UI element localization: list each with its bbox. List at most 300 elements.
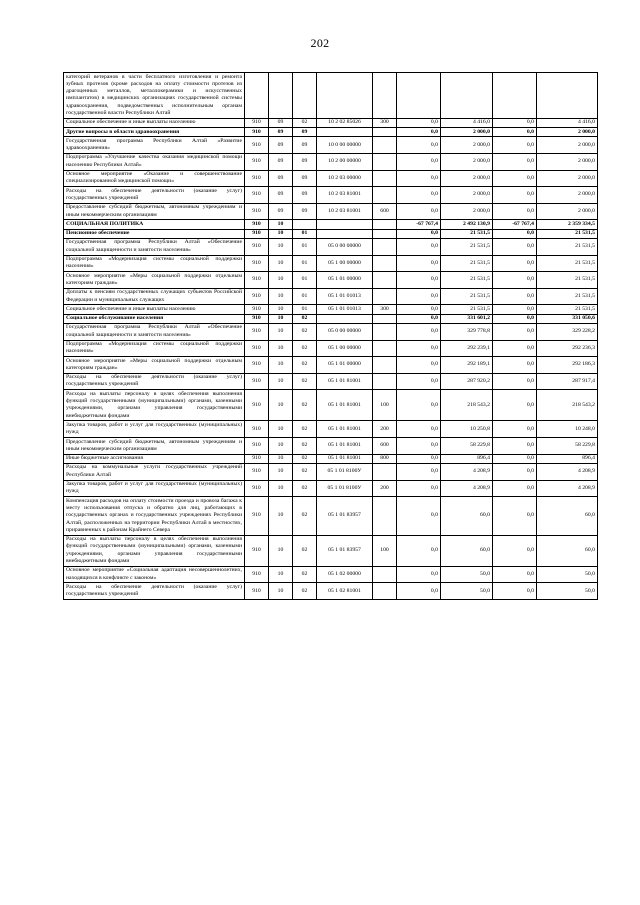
expense-type-cell [373,255,397,272]
target-article-cell: 05 1 01 83957 [317,497,373,535]
amount-change-2-cell: 0,0 [493,255,537,272]
table-row [64,340,598,357]
amount-change-2-cell: 0,0 [493,566,537,583]
expense-type-cell: 200 [373,421,397,438]
amount-total-2-cell: 4 416,0 [537,118,598,127]
subsection-code-cell: 02 [293,314,317,323]
expense-name-cell: Пенсионное обеспечение [64,229,245,238]
amount-total-1-cell: 4 416,0 [441,118,493,127]
section-code-cell: 10 [269,583,293,600]
section-code-cell: 10 [269,566,293,583]
table-row [64,203,598,220]
amount-change-1-cell: 0,0 [397,314,441,323]
table-row [64,421,598,438]
table-row [64,583,598,600]
expense-type-cell [373,238,397,255]
admin-code-cell: 910 [245,535,269,566]
amount-change-2-cell: 0,0 [493,272,537,289]
subsection-code-cell: 02 [293,421,317,438]
amount-total-2-cell: 21 531,5 [537,305,598,314]
subsection-code-cell: 02 [293,566,317,583]
admin-code-cell: 910 [245,137,269,154]
amount-change-1-cell: 0,0 [397,170,441,187]
expense-name-cell: Закупка товаров, работ и услуг для государственных (муниципальных) нужд [64,421,245,438]
amount-total-2-cell: 329 228,2 [537,323,598,340]
target-article-cell: 05 1 01 8100У [317,463,373,480]
subsection-code-cell: 02 [293,463,317,480]
target-article-cell: 05 0 00 00000 [317,323,373,340]
table-row [64,170,598,187]
amount-change-2-cell: -67 767,4 [493,220,537,229]
subsection-code-cell [293,73,317,119]
amount-change-1-cell: 0,0 [397,305,441,314]
amount-total-1-cell: 21 531,5 [441,272,493,289]
section-code-cell: 10 [269,535,293,566]
amount-total-1-cell: 2 000,0 [441,128,493,137]
admin-code-cell: 910 [245,497,269,535]
amount-total-2-cell: 2 000,0 [537,170,598,187]
expense-name-cell: Предоставление субсидий бюджетным, автономным учреждениям и иным некоммерческим организациям [64,438,245,455]
table-row [64,272,598,289]
target-article-cell: 05 1 00 00000 [317,255,373,272]
amount-change-1-cell: 0,0 [397,497,441,535]
admin-code-cell: 910 [245,583,269,600]
section-code-cell: 10 [269,480,293,497]
expense-type-cell [373,153,397,170]
subsection-code-cell: 01 [293,238,317,255]
target-article-cell: 05 1 01 01013 [317,288,373,305]
amount-change-1-cell: 0,0 [397,203,441,220]
table-row [64,566,598,583]
amount-total-2-cell: 50,0 [537,566,598,583]
section-code-cell: 10 [269,220,293,229]
table-row [64,137,598,154]
subsection-code-cell: 09 [293,203,317,220]
target-article-cell: 05 1 01 81001 [317,373,373,390]
admin-code-cell: 910 [245,438,269,455]
amount-change-1-cell: 0,0 [397,128,441,137]
amount-change-2-cell: 0,0 [493,314,537,323]
amount-total-1-cell: 331 601,2 [441,314,493,323]
amount-change-2-cell: 0,0 [493,463,537,480]
target-article-cell: 05 1 01 00000 [317,357,373,374]
expense-name-cell: Социальное обеспечение и иные выплаты населению [64,118,245,127]
amount-total-2-cell: 2 000,0 [537,203,598,220]
amount-total-1-cell: 2 000,0 [441,187,493,204]
expense-type-cell: 300 [373,118,397,127]
table-row [64,128,598,137]
section-code-cell: 10 [269,340,293,357]
expense-name-cell: Государственная программа Республики Алтай «Обеспечение социальной защищенности и занятости населения» [64,238,245,255]
target-article-cell: 05 0 00 00000 [317,238,373,255]
subsection-code-cell [293,220,317,229]
amount-total-1-cell: 60,0 [441,535,493,566]
expense-name-cell: Подпрограмма «Улучшение качества оказания медицинской помощи населению Республики Алтай» [64,153,245,170]
amount-total-1-cell: 21 531,5 [441,229,493,238]
admin-code-cell: 910 [245,373,269,390]
expense-name-cell: Государственная программа Республики Алтай «Развитие здравоохранения» [64,137,245,154]
amount-change-2-cell: 0,0 [493,153,537,170]
section-code-cell: 10 [269,314,293,323]
expense-name-cell: Компенсация расходов на оплату стоимости проезда и провоза багажа к месту использования отпуска и обратно для лиц, работающих в государственных органах и государственных учреждениях Республики Алтай, расположенных на территории Республики Алтай в местностях, приравненных к районам Крайнего Севера [64,497,245,535]
subsection-code-cell: 02 [293,535,317,566]
amount-change-2-cell: 0,0 [493,118,537,127]
target-article-cell: 05 1 01 8100У [317,480,373,497]
expense-type-cell: 600 [373,203,397,220]
expense-name-cell: Закупка товаров, работ и услуг для государственных (муниципальных) нужд [64,480,245,497]
admin-code-cell: 910 [245,220,269,229]
amount-change-2-cell: 0,0 [493,497,537,535]
subsection-code-cell: 01 [293,255,317,272]
amount-total-1-cell: 58 229,8 [441,438,493,455]
admin-code-cell: 910 [245,305,269,314]
amount-change-1-cell [397,73,441,119]
amount-change-1-cell: 0,0 [397,137,441,154]
amount-change-2-cell: 0,0 [493,454,537,463]
admin-code-cell: 910 [245,288,269,305]
expense-name-cell: СОЦИАЛЬНАЯ ПОЛИТИКА [64,220,245,229]
expense-type-cell [373,373,397,390]
amount-change-2-cell: 0,0 [493,323,537,340]
expense-name-cell: Подпрограмма «Модернизация системы социальной поддержки населения» [64,255,245,272]
amount-total-1-cell: 287 920,2 [441,373,493,390]
amount-total-1-cell: 2 000,0 [441,203,493,220]
target-article-cell [317,314,373,323]
table-body [64,73,598,600]
section-code-cell: 10 [269,454,293,463]
expense-name-cell: Основное мероприятие «Социальная адаптация несовершеннолетних, находящихся в конфликте с законом» [64,566,245,583]
amount-change-1-cell: 0,0 [397,421,441,438]
amount-change-1-cell: 0,0 [397,187,441,204]
target-article-cell: 05 1 00 00000 [317,340,373,357]
admin-code-cell: 910 [245,454,269,463]
expense-name-cell: Основное мероприятие «Меры социальной поддержки отдельным категориям граждан» [64,272,245,289]
section-code-cell: 09 [269,153,293,170]
amount-total-2-cell: 292 236,3 [537,340,598,357]
expense-type-cell [373,170,397,187]
expense-name-cell: категорий ветеранов в части бесплатного изготовления и ремонта зубных протезов (кроме расходов на оплату стоимости протезов из драгоценных металлов, металлокерамики и искусственных имплантатов) в медицинских организациях государственной системы здравоохранения, подведомственных исполнительным органам государственной власти Республики Алтай [64,73,245,119]
amount-change-1-cell: 0,0 [397,454,441,463]
expense-type-cell: 600 [373,438,397,455]
admin-code-cell: 910 [245,170,269,187]
admin-code-cell: 910 [245,463,269,480]
expense-type-cell: 800 [373,454,397,463]
section-code-cell: 10 [269,229,293,238]
target-article-cell [317,229,373,238]
amount-change-1-cell: 0,0 [397,373,441,390]
section-code-cell: 10 [269,357,293,374]
section-code-cell: 10 [269,288,293,305]
subsection-code-cell: 02 [293,454,317,463]
amount-total-2-cell: 21 531,5 [537,288,598,305]
section-code-cell: 10 [269,497,293,535]
amount-total-1-cell: 292 239,1 [441,340,493,357]
subsection-code-cell: 09 [293,187,317,204]
expense-name-cell: Расходы на обеспечение деятельности (оказание услуг) государственных учреждений [64,187,245,204]
target-article-cell: 05 1 01 01013 [317,305,373,314]
amount-total-1-cell: 21 531,5 [441,238,493,255]
amount-change-1-cell: 0,0 [397,238,441,255]
expense-name-cell: Основное мероприятие «Меры социальной поддержки отдельным категориям граждан» [64,357,245,374]
expense-name-cell: Государственная программа Республики Алтай «Обеспечение социальной защищенности и занятости населения» [64,323,245,340]
amount-change-1-cell: 0,0 [397,566,441,583]
amount-change-2-cell: 0,0 [493,288,537,305]
admin-code-cell: 910 [245,238,269,255]
subsection-code-cell: 02 [293,497,317,535]
expense-type-cell [373,566,397,583]
amount-change-2-cell: 0,0 [493,238,537,255]
expense-name-cell: Основное мероприятие «Оказание и совершенствование специализированной медицинской помощи» [64,170,245,187]
table-row [64,255,598,272]
table-row [64,153,598,170]
admin-code-cell: 910 [245,357,269,374]
subsection-code-cell: 09 [293,153,317,170]
amount-total-2-cell: 331 050,6 [537,314,598,323]
target-article-cell: 10 2 03 81001 [317,187,373,204]
amount-change-2-cell: 0,0 [493,421,537,438]
expense-type-cell [373,288,397,305]
amount-change-1-cell: 0,0 [397,288,441,305]
subsection-code-cell: 02 [293,438,317,455]
table-row [64,229,598,238]
table-row [64,238,598,255]
subsection-code-cell: 02 [293,583,317,600]
amount-total-2-cell: 50,0 [537,583,598,600]
section-code-cell: 10 [269,421,293,438]
target-article-cell [317,128,373,137]
target-article-cell: 05 1 01 81001 [317,390,373,421]
expense-type-cell [373,73,397,119]
subsection-code-cell: 01 [293,229,317,238]
amount-change-1-cell: 0,0 [397,390,441,421]
subsection-code-cell: 02 [293,480,317,497]
section-code-cell: 09 [269,203,293,220]
amount-change-2-cell: 0,0 [493,229,537,238]
expense-name-cell: Социальное обслуживание населения [64,314,245,323]
admin-code-cell: 910 [245,187,269,204]
amount-change-2-cell: 0,0 [493,438,537,455]
amount-total-1-cell: 21 531,5 [441,255,493,272]
expense-name-cell: Иные бюджетные ассигнования [64,454,245,463]
table-row [64,305,598,314]
admin-code-cell: 910 [245,153,269,170]
table-row [64,323,598,340]
subsection-code-cell: 09 [293,128,317,137]
expense-name-cell: Расходы на коммунальные услуги государственных учреждений Республики Алтай [64,463,245,480]
amount-total-2-cell: 10 248,0 [537,421,598,438]
amount-change-2-cell: 0,0 [493,203,537,220]
amount-change-2-cell: 0,0 [493,583,537,600]
amount-change-1-cell: 0,0 [397,535,441,566]
table-row [64,73,598,119]
amount-change-1-cell: 0,0 [397,357,441,374]
expense-name-cell: Доплаты к пенсиям государственных служащих субъектов Российской Федерации и муниципальных служащих [64,288,245,305]
amount-change-1-cell: 0,0 [397,272,441,289]
amount-total-2-cell: 218 543,2 [537,390,598,421]
amount-total-1-cell: 218 543,2 [441,390,493,421]
expense-type-cell [373,357,397,374]
expense-type-cell [373,583,397,600]
target-article-cell: 10 2 00 00000 [317,153,373,170]
expense-type-cell [373,128,397,137]
target-article-cell [317,73,373,119]
section-code-cell: 10 [269,323,293,340]
amount-total-2-cell [537,73,598,119]
amount-total-2-cell: 292 186,3 [537,357,598,374]
target-article-cell: 05 1 01 81001 [317,421,373,438]
table-row [64,357,598,374]
amount-total-2-cell: 287 917,4 [537,373,598,390]
table-row [64,454,598,463]
amount-total-2-cell: 2 000,0 [537,153,598,170]
subsection-code-cell: 02 [293,357,317,374]
amount-total-1-cell [441,73,493,119]
expense-type-cell: 300 [373,305,397,314]
amount-change-1-cell: 0,0 [397,438,441,455]
admin-code-cell [245,73,269,119]
amount-change-1-cell: 0,0 [397,463,441,480]
amount-total-1-cell: 50,0 [441,583,493,600]
expense-type-cell [373,220,397,229]
admin-code-cell: 910 [245,390,269,421]
expense-name-cell: Предоставление субсидий бюджетным, автономным учреждениям и иным некоммерческим организациям [64,203,245,220]
expense-name-cell: Расходы на выплаты персоналу в целях обеспечения выполнения функций государственными (муниципальными) органами, казенными учреждениями, органами управления государственными внебюджетными фондами [64,390,245,421]
expense-type-cell [373,323,397,340]
amount-total-1-cell: 292 189,1 [441,357,493,374]
section-code-cell: 10 [269,463,293,480]
expense-name-cell: Расходы на обеспечение деятельности (оказание услуг) государственных учреждений [64,583,245,600]
amount-total-2-cell: 58 229,8 [537,438,598,455]
table-row [64,390,598,421]
amount-total-2-cell: 21 531,5 [537,272,598,289]
subsection-code-cell: 09 [293,170,317,187]
page-number: 202 [310,36,330,50]
amount-change-1-cell: 0,0 [397,323,441,340]
target-article-cell: 10 0 00 00000 [317,137,373,154]
amount-total-1-cell: 50,0 [441,566,493,583]
admin-code-cell: 910 [245,272,269,289]
expense-type-cell [373,340,397,357]
amount-change-1-cell: 0,0 [397,118,441,127]
table-row [64,288,598,305]
target-article-cell: 05 1 02 00000 [317,566,373,583]
amount-total-2-cell: 2 000,0 [537,137,598,154]
admin-code-cell: 910 [245,229,269,238]
subsection-code-cell: 01 [293,288,317,305]
amount-change-2-cell: 0,0 [493,187,537,204]
amount-total-1-cell: 896,4 [441,454,493,463]
admin-code-cell: 910 [245,323,269,340]
amount-total-2-cell: 21 531,5 [537,238,598,255]
amount-change-2-cell: 0,0 [493,390,537,421]
subsection-code-cell: 01 [293,272,317,289]
expense-type-cell [373,463,397,480]
admin-code-cell: 910 [245,340,269,357]
amount-change-2-cell: 0,0 [493,357,537,374]
amount-change-2-cell: 0,0 [493,535,537,566]
expense-name-cell: Расходы на выплаты персоналу в целях обеспечения выполнения функций государственными (муниципальными) органами, казенными учреждениями, органами управления государственными внебюджетными фондами [64,535,245,566]
subsection-code-cell: 02 [293,340,317,357]
amount-total-1-cell: 2 492 130,9 [441,220,493,229]
amount-total-1-cell: 10 250,8 [441,421,493,438]
amount-total-1-cell: 2 000,0 [441,137,493,154]
amount-total-1-cell: 60,0 [441,497,493,535]
expense-type-cell: 100 [373,390,397,421]
table-row [64,187,598,204]
table-row [64,118,598,127]
expense-name-cell: Социальное обеспечение и иные выплаты населению [64,305,245,314]
amount-change-1-cell: 0,0 [397,255,441,272]
budget-table [63,72,598,600]
admin-code-cell: 910 [245,566,269,583]
amount-total-1-cell: 4 208,9 [441,463,493,480]
target-article-cell: 10 2 03 00000 [317,170,373,187]
amount-total-2-cell: 4 208,9 [537,480,598,497]
amount-change-1-cell: 0,0 [397,340,441,357]
table-row [64,314,598,323]
amount-change-1-cell: 0,0 [397,480,441,497]
amount-change-1-cell: 0,0 [397,153,441,170]
admin-code-cell: 910 [245,203,269,220]
amount-total-1-cell: 21 531,5 [441,305,493,314]
amount-change-2-cell: 0,0 [493,305,537,314]
admin-code-cell: 910 [245,421,269,438]
expense-type-cell [373,314,397,323]
table-row [64,220,598,229]
section-code-cell: 09 [269,137,293,154]
amount-total-1-cell: 2 000,0 [441,153,493,170]
amount-total-2-cell: 2 000,0 [537,128,598,137]
amount-total-1-cell: 329 778,8 [441,323,493,340]
expense-type-cell [373,137,397,154]
expense-type-cell [373,272,397,289]
target-article-cell: 10 2 03 81001 [317,203,373,220]
amount-total-2-cell: 2 359 334,5 [537,220,598,229]
amount-total-2-cell: 2 000,0 [537,187,598,204]
section-code-cell: 10 [269,390,293,421]
subsection-code-cell: 09 [293,137,317,154]
target-article-cell: 05 1 01 81001 [317,438,373,455]
expense-type-cell [373,229,397,238]
amount-change-2-cell: 0,0 [493,480,537,497]
table-row [64,463,598,480]
amount-total-1-cell: 21 531,5 [441,288,493,305]
expense-name-cell: Подпрограмма «Модернизация системы социальной поддержки населения» [64,340,245,357]
subsection-code-cell: 02 [293,323,317,340]
target-article-cell [317,220,373,229]
subsection-code-cell: 02 [293,373,317,390]
amount-total-2-cell: 21 531,5 [537,255,598,272]
subsection-code-cell: 02 [293,118,317,127]
amount-change-1-cell: 0,0 [397,229,441,238]
amount-total-2-cell: 21 531,5 [537,229,598,238]
section-code-cell: 10 [269,438,293,455]
amount-change-2-cell [493,73,537,119]
target-article-cell: 05 1 01 83957 [317,535,373,566]
admin-code-cell: 910 [245,480,269,497]
table-row [64,480,598,497]
section-code-cell: 09 [269,170,293,187]
table-row [64,497,598,535]
table-row [64,373,598,390]
section-code-cell: 10 [269,373,293,390]
subsection-code-cell: 02 [293,390,317,421]
target-article-cell: 05 1 02 81001 [317,583,373,600]
admin-code-cell: 910 [245,314,269,323]
target-article-cell: 05 1 01 00000 [317,272,373,289]
amount-change-1-cell: 0,0 [397,583,441,600]
table-row [64,535,598,566]
